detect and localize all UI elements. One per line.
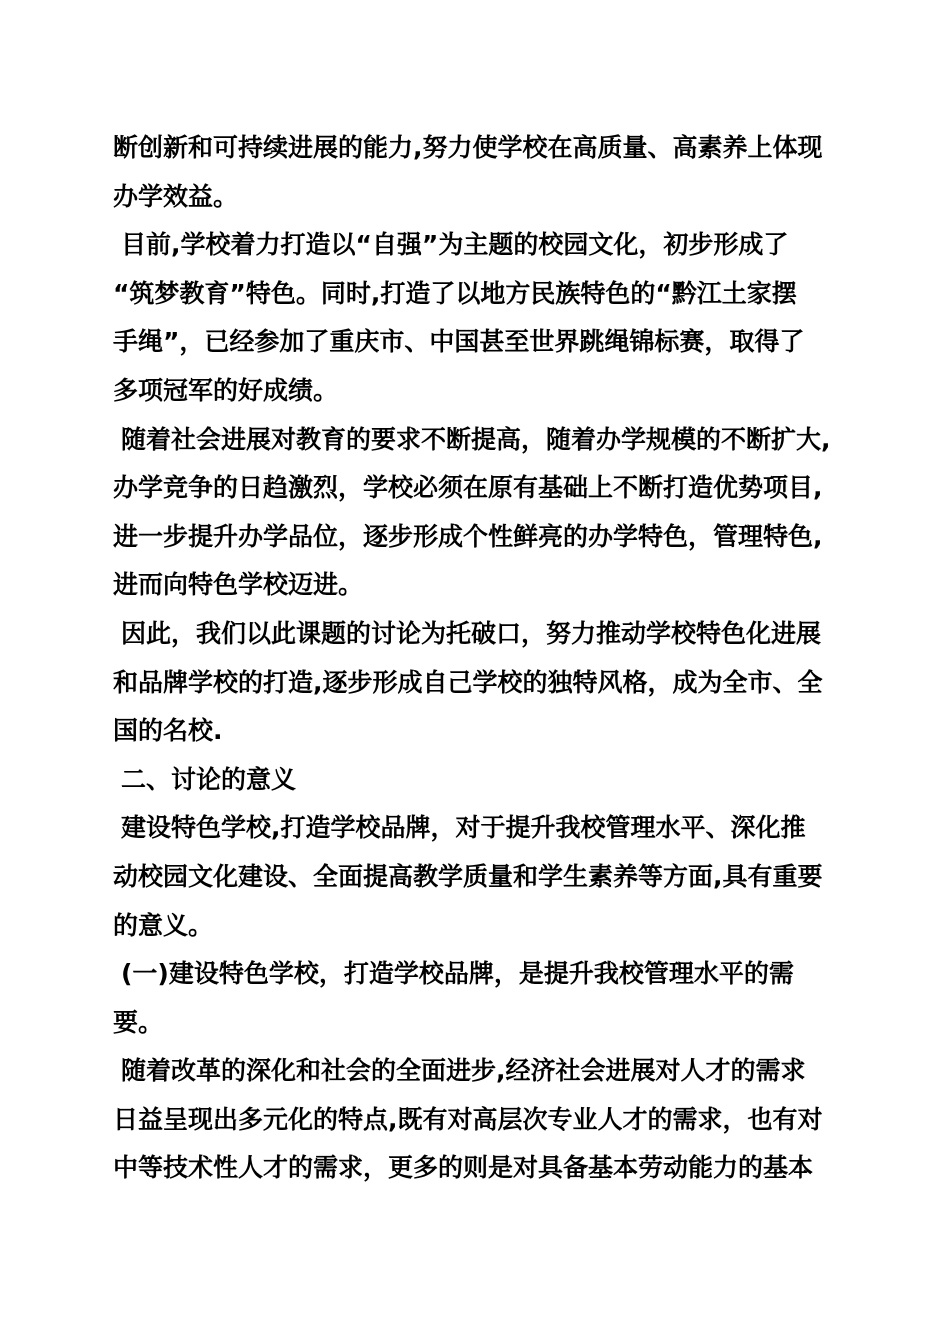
- text-line: 要。: [113, 1007, 164, 1037]
- text-line: 手绳”，已经参加了重庆市、中国甚至世界跳绳锦标赛，取得了: [113, 327, 805, 357]
- document-body: [113, 124, 843, 1193]
- text-line: 办学效益。: [113, 181, 239, 211]
- text-line: 进而向特色学校迈进。: [113, 570, 364, 600]
- text-line: 日益呈现出多元化的特点,既有对高层次专业人才的需求，也有对: [113, 1104, 823, 1134]
- paragraph-start: 随着改革的深化和社会的全面进步,经济社会进展对人才的需求: [121, 1056, 806, 1086]
- subsection-heading: (一)建设特色学校，打造学校品牌，是提升我校管理水平的需: [121, 959, 794, 989]
- text-line: “筑梦教育”特色。同时,打造了以地方民族特色的“黔江土家摆: [113, 278, 797, 308]
- paragraph-start: 建设特色学校,打造学校品牌，对于提升我校管理水平、深化推: [121, 813, 806, 843]
- text-line: 断创新和可持续进展的能力,努力使学校在高质量、高素养上体现: [113, 133, 823, 162]
- paragraph-start: 目前,学校着力打造以“自强”为主题的校园文化，初步形成了: [121, 230, 789, 260]
- paragraph-start: 因此，我们以此课题的讨论为托破口，努力推动学校特色化进展: [121, 618, 822, 648]
- text-line: 办学竞争的日趋激烈，学校必须在原有基础上不断打造优势项目,: [113, 473, 823, 503]
- text-line: 进一步提升办学品位，逐步形成个性鲜亮的办学特色，管理特色,: [113, 521, 823, 551]
- text-line: 多项冠军的好成绩。: [113, 375, 339, 405]
- text-line: 国的名校.: [113, 716, 223, 746]
- text-line: 的意义。: [113, 910, 214, 940]
- text-line: 动校园文化建设、全面提高教学质量和学生素养等方面,具有重要: [113, 861, 823, 891]
- text-line: 中等技术性人才的需求，更多的则是对具备基本劳动能力的基本: [113, 1153, 814, 1183]
- text-line: 和品牌学校的打造,逐步形成自己学校的独特风格，成为全市、全: [113, 667, 823, 697]
- section-heading: 二、讨论的意义: [121, 764, 297, 794]
- paragraph-start: 随着社会进展对教育的要求不断提高，随着办学规模的不断扩大,: [121, 424, 831, 454]
